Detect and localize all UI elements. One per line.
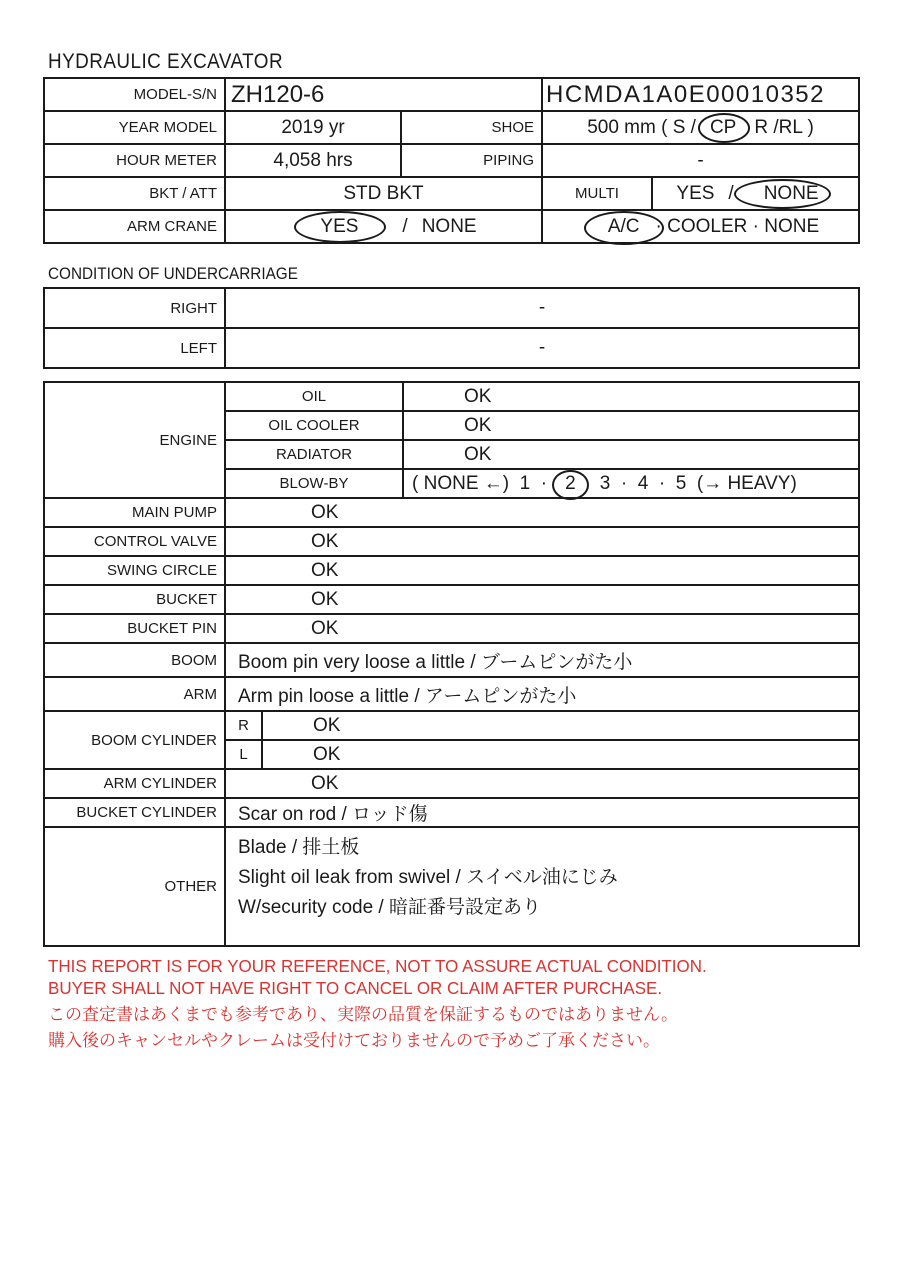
engine-group-row <box>45 383 858 497</box>
undercarriage-section-title: CONDITION OF UNDERCARRIAGE <box>48 264 298 283</box>
shoe-value-prefix: 500 mm ( S / <box>587 116 696 138</box>
bkt-att-value: STD BKT <box>224 178 541 209</box>
control-valve-value: OK <box>224 528 858 555</box>
table-row <box>45 797 858 826</box>
bucket-pin-label: BUCKET PIN <box>127 620 217 637</box>
spec-table <box>43 77 860 244</box>
swing-circle-label: SWING CIRCLE <box>106 562 217 579</box>
ac-cooler-value <box>541 211 858 242</box>
engine-subtable <box>224 383 858 497</box>
arm-crane-value <box>224 211 541 242</box>
disclaimer-block <box>48 956 727 1053</box>
hour-meter-value: 4,058 hrs <box>224 145 400 176</box>
year-model-value: 2019 yr <box>224 112 400 143</box>
shoe-label: SHOE <box>400 112 541 143</box>
arm-crane-separator: / <box>402 215 408 237</box>
table-row <box>45 143 858 176</box>
bkt-att-label: BKT / ATT <box>149 185 217 202</box>
other-line-security: W/security code / 暗証番号設定あり <box>238 897 541 918</box>
undercarriage-left-label: LEFT <box>180 339 217 357</box>
main-pump-label: MAIN PUMP <box>131 504 217 521</box>
undercarriage-table <box>43 287 860 369</box>
engine-blow-by-label: BLOW-BY <box>279 475 349 492</box>
boom-cylinder-label: BOOM CYLINDER <box>91 731 217 749</box>
arm-crane-label: ARM CRANE <box>126 218 217 235</box>
engine-radiator-value: OK <box>402 441 858 468</box>
arm-label: ARM <box>183 685 217 703</box>
multi-yes-option: YES <box>676 182 715 204</box>
year-model-label: YEAR MODEL <box>118 119 217 136</box>
table-row <box>45 110 858 143</box>
undercarriage-left-value: - <box>224 329 858 367</box>
boom-cylinder-r-value: OK <box>261 712 858 739</box>
undercarriage-right-value: - <box>224 289 858 327</box>
table-row <box>45 176 858 209</box>
disclaimer-line-en-1: THIS REPORT IS FOR YOUR REFERENCE, NOT TO ASSURE ACTUAL CONDITION. <box>48 956 707 976</box>
table-row <box>45 327 858 367</box>
engine-oil-cooler-label: OIL COOLER <box>268 417 360 434</box>
inspection-table <box>43 381 860 947</box>
undercarriage-right-label: RIGHT <box>170 299 217 317</box>
arm-crane-selected-circle: YES <box>320 215 359 237</box>
bucket-value: OK <box>224 586 858 613</box>
shoe-selected-circle: CP <box>709 116 737 138</box>
disclaimer-line-jp-2: 購入後のキャンセルやクレームは受付けておりませんので予めご了承ください。 <box>48 1030 660 1050</box>
shoe-value-suffix: R /RL ) <box>754 116 814 138</box>
table-row <box>45 79 858 110</box>
table-row <box>45 768 858 797</box>
serial-value: HCMDA1A0E00010352 <box>541 79 858 110</box>
swing-circle-value: OK <box>224 557 858 584</box>
multi-label: MULTI <box>541 178 651 209</box>
table-row <box>226 468 858 497</box>
blow-by-prefix: ( NONE ←) 1 · <box>412 472 548 494</box>
engine-oil-cooler-value: OK <box>402 412 858 439</box>
piping-label: PIPING <box>400 145 541 176</box>
model-sn-label: MODEL-S/N <box>133 86 217 103</box>
arm-cylinder-value: OK <box>224 770 858 797</box>
boom-value: Boom pin very loose a little / ブームピンがた小 <box>224 644 858 676</box>
arm-cylinder-label: ARM CYLINDER <box>103 775 217 792</box>
bucket-label: BUCKET <box>156 591 217 608</box>
table-row <box>45 497 858 526</box>
ac-cooler-rest: · COOLER · NONE <box>655 215 820 237</box>
multi-value <box>651 178 858 209</box>
disclaimer-line-en-2: BUYER SHALL NOT HAVE RIGHT TO CANCEL OR CLAIM AFTER PURCHASE. <box>48 977 663 998</box>
other-label: OTHER <box>164 878 217 895</box>
engine-label: ENGINE <box>159 431 217 449</box>
table-row <box>226 410 858 439</box>
engine-radiator-label: RADIATOR <box>275 446 353 463</box>
table-row <box>226 439 858 468</box>
arm-value: Arm pin loose a little / アームピンがた小 <box>224 678 858 710</box>
control-valve-label: CONTROL VALVE <box>93 533 217 550</box>
other-line-blade: Blade / 排土板 <box>238 837 360 858</box>
blow-by-suffix: 3 · 4 · 5 (→ HEAVY) <box>599 472 797 494</box>
main-pump-value: OK <box>224 499 858 526</box>
shoe-value <box>541 112 858 143</box>
table-row <box>45 676 858 710</box>
model-value: ZH120-6 <box>224 79 541 110</box>
table-row <box>226 383 858 410</box>
page-title: HYDRAULIC EXCAVATOR <box>48 50 284 73</box>
table-row <box>45 613 858 642</box>
engine-oil-value: OK <box>402 383 858 410</box>
table-row <box>226 712 858 739</box>
table-row <box>226 739 858 768</box>
table-row <box>45 289 858 327</box>
other-line-swivel: Slight oil leak from swivel / スイベル油にじみ <box>238 867 618 888</box>
bucket-cylinder-label: BUCKET CYLINDER <box>76 804 217 821</box>
table-row <box>45 642 858 676</box>
multi-separator: / <box>728 182 734 204</box>
engine-oil-label: OIL <box>301 388 327 405</box>
ac-selected-circle: A/C <box>607 215 640 237</box>
disclaimer-line-jp-1: この査定書はあくまでも参考であり、実際の品質を保証するものではありません。 <box>48 1005 679 1024</box>
piping-value: - <box>541 145 858 176</box>
bucket-pin-value: OK <box>224 615 858 642</box>
arm-crane-none-option: NONE <box>421 215 477 237</box>
table-row <box>45 526 858 555</box>
other-value <box>224 828 858 945</box>
boom-cylinder-row <box>45 710 858 768</box>
hour-meter-label: HOUR METER <box>116 152 217 169</box>
multi-selected-circle: NONE <box>763 182 819 204</box>
boom-cylinder-r-label: R <box>238 717 249 734</box>
table-row <box>45 209 858 242</box>
engine-blow-by-value <box>402 470 858 497</box>
table-row <box>45 584 858 613</box>
boom-label: BOOM <box>171 651 217 669</box>
table-row <box>45 555 858 584</box>
bucket-cylinder-value: Scar on rod / ロッド傷 <box>224 799 858 826</box>
boom-cylinder-l-label: L <box>239 746 248 763</box>
other-row <box>45 826 858 945</box>
boom-cylinder-subtable <box>224 712 858 768</box>
boom-cylinder-l-value: OK <box>261 741 858 768</box>
blow-by-selected-circle: 2 <box>565 472 576 494</box>
